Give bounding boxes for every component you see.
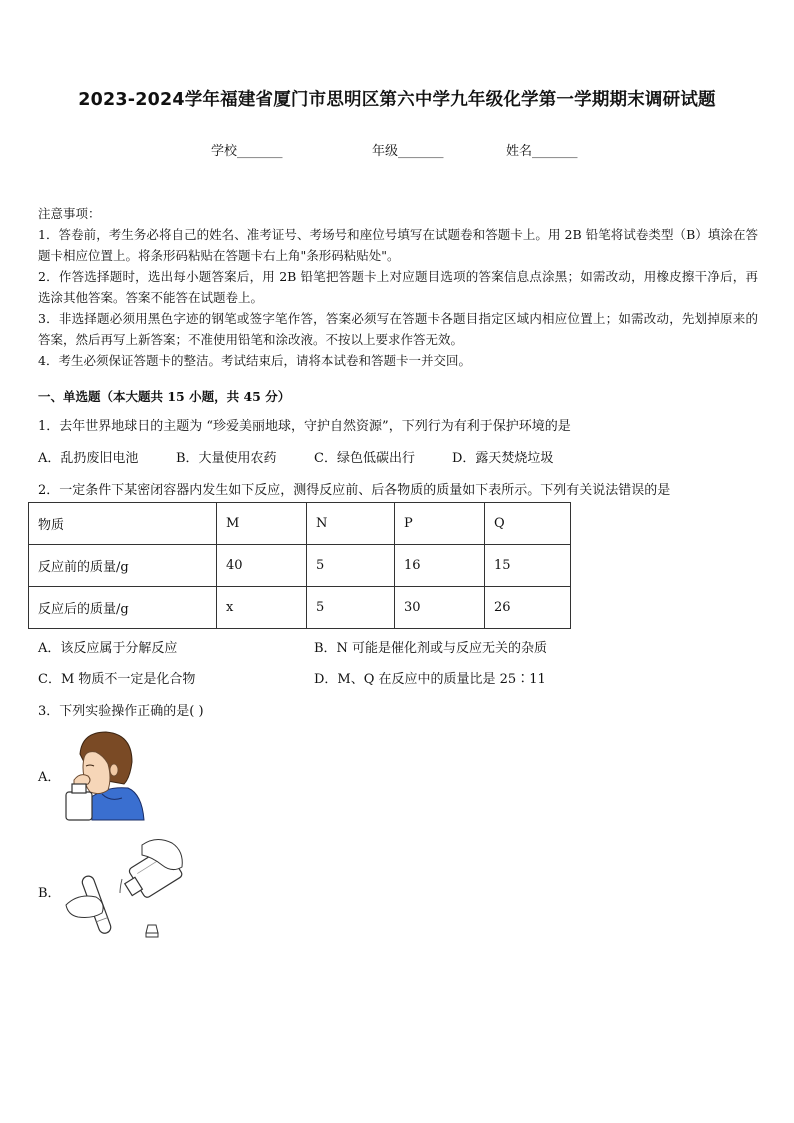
table-cell: 5 bbox=[307, 545, 395, 587]
exam-title: 2023-2024学年福建省厦门市思明区第六中学九年级化学第一学期期末调研试题 bbox=[78, 90, 716, 110]
student-info-fields bbox=[0, 140, 794, 160]
table-cell: 5 bbox=[307, 587, 395, 629]
table-cell: 30 bbox=[395, 587, 485, 629]
q1-option-a[interactable]: A．乱扔废旧电池 bbox=[38, 451, 139, 466]
mass-table bbox=[28, 502, 571, 629]
question-1-stem: 1．去年世界地球日的主题为 “珍爱美丽地球，守护自然资源”，下列行为有利于保护环境的是 bbox=[38, 419, 571, 434]
notes-heading: 注意事项： bbox=[38, 206, 101, 221]
question-3-stem: 3．下列实验操作正确的是( ) bbox=[38, 704, 204, 719]
table-header-row bbox=[29, 503, 571, 545]
table-cell: 15 bbox=[485, 545, 571, 587]
table-row bbox=[29, 587, 571, 629]
notes-item: 2．作答选择题时，选出每小题答案后，用 2B 铅笔把答题卡上对应题目选项的答案信息点涂黑；如需改动，用橡皮擦干净后，再选涂其他答案。答案不能答在试题卷上。 bbox=[38, 269, 758, 305]
table-cell: 反应后的质量/g bbox=[29, 587, 217, 629]
table-header-cell: Q bbox=[485, 503, 571, 545]
q1-option-c[interactable]: C．绿色低碳出行 bbox=[314, 451, 415, 466]
table-cell: 反应前的质量/g bbox=[29, 545, 217, 587]
notes-block bbox=[38, 203, 758, 371]
notes-item: 1．答卷前，考生务必将自己的姓名、准考证号、考场号和座位号填写在试题卷和答题卡上。用 2B 铅笔将试卷类型（B）填涂在答题卡相应位置上。将条形码粘贴在答题卡右上角"条形码粘贴处"。 bbox=[38, 227, 758, 263]
q1-option-b[interactable]: B．大量使用农药 bbox=[176, 451, 277, 466]
name-field[interactable]: 姓名_______ bbox=[506, 144, 578, 159]
section-title: 一、单选题（本大题共 15 小题，共 45 分） bbox=[38, 389, 291, 404]
smelling-gas-illustration bbox=[62, 728, 148, 822]
table-header-cell: P bbox=[395, 503, 485, 545]
q3-option-b-label[interactable]: B． bbox=[38, 886, 61, 901]
q2-option-d[interactable]: D．M、Q 在反应中的质量比是 25∶11 bbox=[314, 672, 546, 687]
pouring-liquid-illustration bbox=[62, 833, 192, 945]
table-cell: 40 bbox=[217, 545, 307, 587]
q2-option-a[interactable]: A．该反应属于分解反应 bbox=[38, 641, 178, 656]
table-header-cell: N bbox=[307, 503, 395, 545]
table-header-cell: 物质 bbox=[29, 503, 217, 545]
table-header-cell: M bbox=[217, 503, 307, 545]
question-2-stem: 2．一定条件下某密闭容器内发生如下反应，测得反应前、后各物质的质量如下表所示。下列有关说法错误的是 bbox=[38, 483, 671, 498]
grade-field[interactable]: 年级_______ bbox=[372, 144, 444, 159]
school-field[interactable]: 学校_______ bbox=[211, 144, 283, 159]
table-cell: x bbox=[217, 587, 307, 629]
table-cell: 16 bbox=[395, 545, 485, 587]
notes-item: 4．考生必须保证答题卡的整洁。考试结束后，请将本试卷和答题卡一并交回。 bbox=[38, 353, 471, 368]
table-cell: 26 bbox=[485, 587, 571, 629]
q2-option-c[interactable]: C．M 物质不一定是化合物 bbox=[38, 672, 196, 687]
notes-item: 3．非选择题必须用黑色字迹的钢笔或签字笔作答，答案必须写在答题卡各题目指定区域内相应位置上；如需改动，先划掉原来的答案，然后再写上新答案；不准使用铅笔和涂改液。不按以上要求作答无效。 bbox=[38, 311, 758, 347]
q2-option-b[interactable]: B．N 可能是催化剂或与反应无关的杂质 bbox=[314, 641, 548, 656]
table-row bbox=[29, 545, 571, 587]
q3-option-a-label[interactable]: A． bbox=[38, 770, 61, 785]
q1-option-d[interactable]: D．露天焚烧垃圾 bbox=[452, 451, 554, 466]
